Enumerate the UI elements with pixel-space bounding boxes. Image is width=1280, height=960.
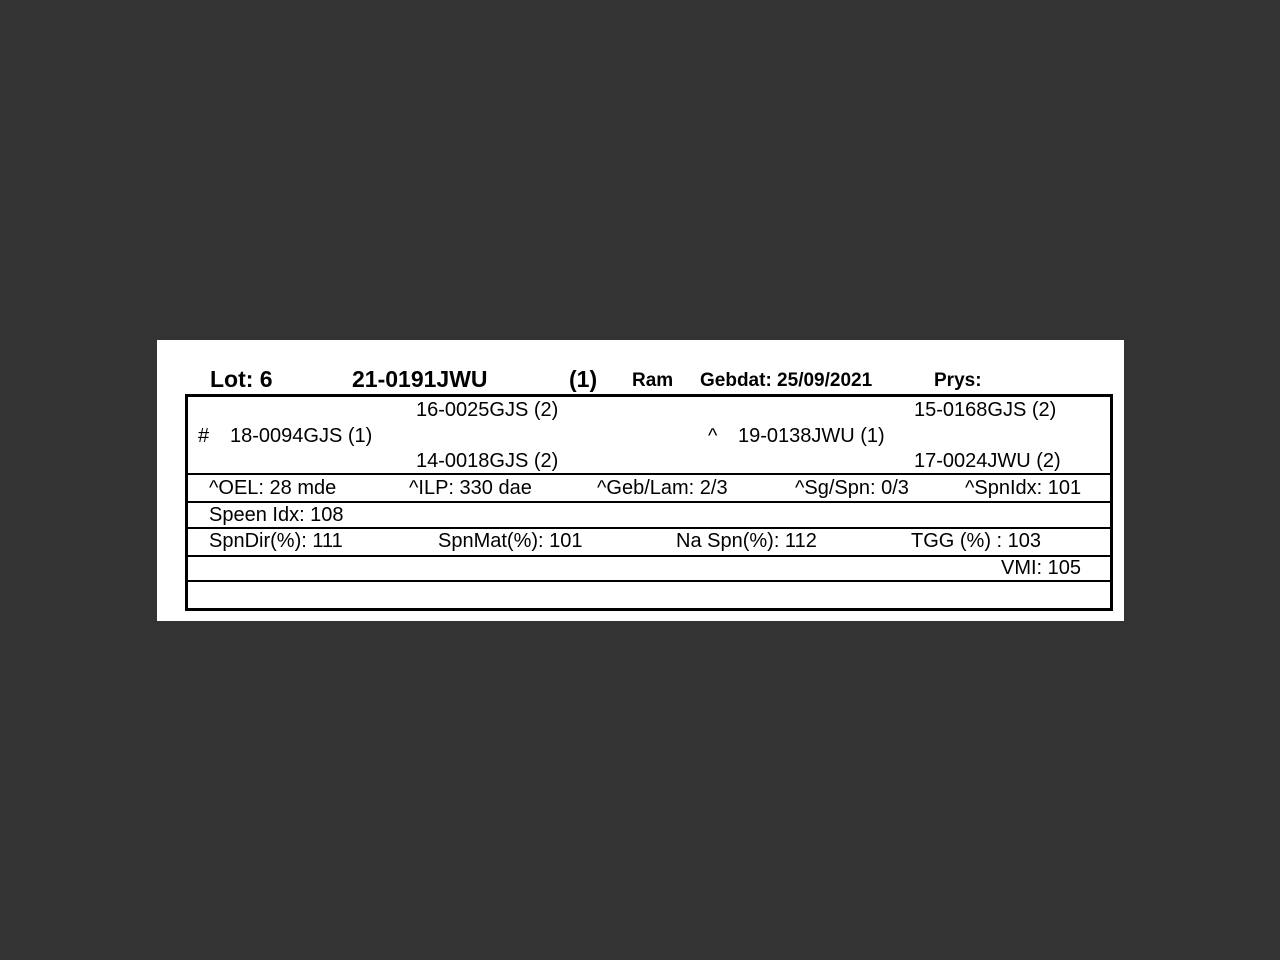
animal-count: (1): [569, 366, 598, 392]
spn-idx-value: ^SpnIdx: 101: [965, 477, 1082, 499]
ilp-value: ^ILP: 330 dae: [409, 477, 532, 499]
row-divider: [188, 555, 1110, 557]
sire-dam: 14-0018GJS (2): [416, 450, 559, 472]
sire-sire: 16-0025GJS (2): [416, 399, 559, 421]
row-divider: [188, 527, 1110, 529]
dam-marker: ^: [708, 425, 718, 447]
geb-lam-value: ^Geb/Lam: 2/3: [597, 477, 728, 499]
sire-marker: #: [198, 425, 210, 447]
lot-card: [157, 340, 1124, 621]
dam: 19-0138JWU (1): [738, 425, 885, 447]
sire: 18-0094GJS (1): [230, 425, 373, 447]
animal-sex: Ram: [632, 370, 674, 391]
lot-number: Lot: 6: [210, 366, 273, 392]
dam-sire: 15-0168GJS (2): [914, 399, 1057, 421]
dam-dam: 17-0024JWU (2): [914, 450, 1061, 472]
row-divider: [188, 501, 1110, 503]
na-spn-value: Na Spn(%): 112: [676, 530, 817, 552]
row-divider: [188, 473, 1110, 475]
oel-value: ^OEL: 28 mde: [209, 477, 337, 499]
price-label: Prys:: [934, 370, 982, 391]
tgg-value: TGG (%) : 103: [911, 530, 1042, 552]
row-divider: [188, 580, 1110, 582]
birth-date: Gebdat: 25/09/2021: [700, 370, 873, 391]
animal-id: 21-0191JWU: [352, 366, 488, 392]
spn-dir-value: SpnDir(%): 111: [209, 530, 343, 552]
vmi-value: VMI: 105: [1001, 557, 1082, 579]
spn-mat-value: SpnMat(%): 101: [438, 530, 583, 552]
sg-spn-value: ^Sg/Spn: 0/3: [795, 477, 909, 499]
speen-idx-value: Speen Idx: 108: [209, 504, 344, 526]
